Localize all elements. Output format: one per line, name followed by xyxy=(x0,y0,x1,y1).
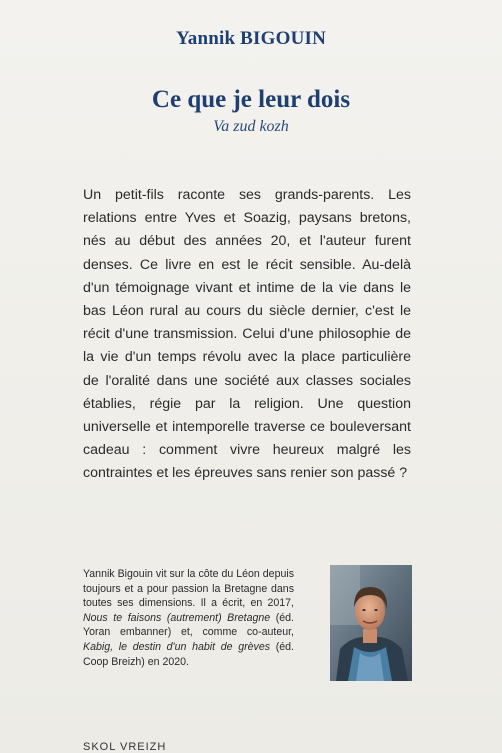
bio-text-3: (éd. Coop Breizh) en 2020. xyxy=(83,640,294,668)
bio-text-1: Yannik Bigouin vit sur la côte du Léon depuis toujours et a pour passion la Bretagne dans toutes ses dimensions. Il a écrit, en 2017, xyxy=(83,568,294,610)
author-bio xyxy=(83,567,294,669)
author-name: Yannik BIGOUIN xyxy=(175,28,327,49)
bio-book-title-2: Kabig, le destin d'un habit de grèves xyxy=(83,640,271,653)
bio-text-2: (éd. Yoran embanner) et, comme co-auteur, xyxy=(83,611,294,639)
bio-book-title-1: Nous te faisons (autrement) Bretagne xyxy=(83,611,271,624)
publisher-name: SKOL VREIZH xyxy=(83,741,167,753)
book-subtitle: Va zud kozh xyxy=(213,118,289,135)
author-photo xyxy=(330,565,412,681)
book-title: Ce que je leur dois xyxy=(151,86,351,113)
author-portrait-image xyxy=(330,565,412,681)
book-summary: Un petit-fils raconte ses grands-parents. Les relations entre Yves et Soazig, paysans bretons, nés au début des années 20, et l'auteur furent denses. Ce livre en est le récit sensible. Au-delà d'un témoignage vivant et intime de la vie dans le bas Léon rural au cours du siècle dernier, c'est le récit d'une transmission. Celui d'une philosophie de la vie d'un temps révolu avec la place particulière de l'oralité dans une société aux classes sociales établies, régie par la religion. Une question universelle et intemporelle traverse ce bouleversant cadeau : comment vivre heureux malgré les contraintes et les épreuves sans renier son passé ? xyxy=(83,187,411,482)
